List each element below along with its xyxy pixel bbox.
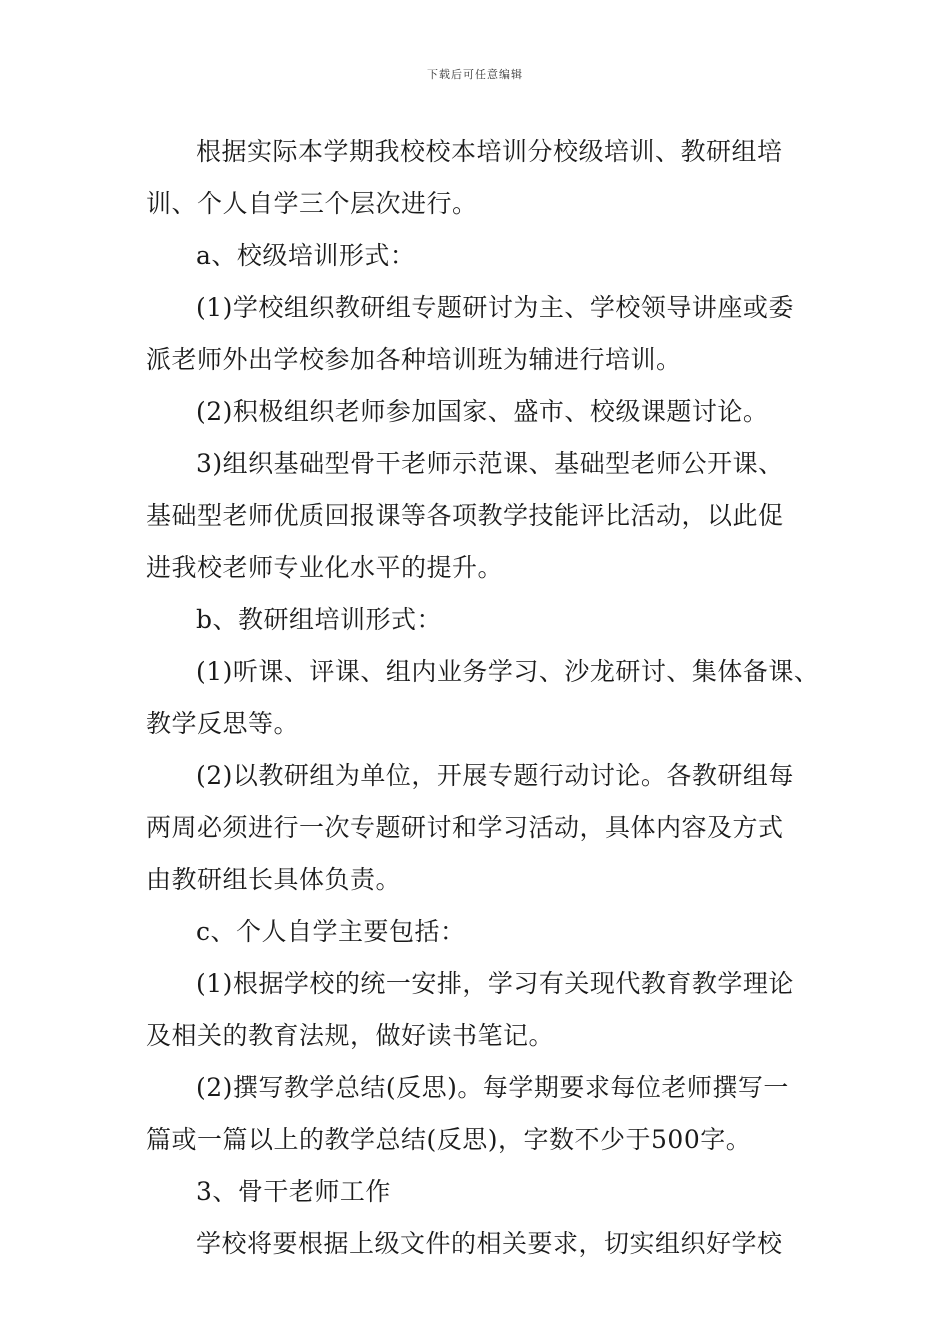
text-line: 基础型老师优质回报课等各项教学技能评比活动，以此促 — [146, 501, 784, 530]
text-line: 篇或一篇以上的教学总结(反思)，字数不少于500字。 — [146, 1125, 752, 1154]
text-line: (2)积极组织老师参加国家、盛市、校级课题讨论。 — [196, 397, 769, 426]
text-line: 根据实际本学期我校校本培训分校级培训、教研组培 — [196, 137, 783, 166]
text-line: c、个人自学主要包括： — [196, 917, 466, 946]
text-line: (1)根据学校的统一安排，学习有关现代教育教学理论 — [196, 969, 794, 998]
text-line: 进我校老师专业化水平的提升。 — [146, 553, 504, 582]
text-line: (1)学校组织教研组专题研讨为主、学校领导讲座或委 — [196, 293, 794, 322]
text-line: (2)以教研组为单位，开展专题行动讨论。各教研组每 — [196, 761, 794, 790]
text-line: (1)听课、评课、组内业务学习、沙龙研讨、集体备课、 — [196, 657, 820, 686]
text-line: 及相关的教育法规，做好读书笔记。 — [146, 1021, 555, 1050]
text-line: 教学反思等。 — [146, 709, 300, 738]
text-line: 两周必须进行一次专题研讨和学习活动，具体内容及方式 — [146, 813, 784, 842]
text-line: 由教研组长具体负责。 — [146, 865, 402, 894]
text-line: 学校将要根据上级文件的相关要求，切实组织好学校 — [196, 1229, 783, 1258]
text-line: 派老师外出学校参加各种培训班为辅进行培训。 — [146, 345, 682, 374]
text-line: b、教研组培训形式： — [196, 605, 443, 634]
text-line: (2)撰写教学总结(反思)。每学期要求每位老师撰写一 — [196, 1073, 789, 1102]
text-line: 3、骨干老师工作 — [196, 1177, 391, 1206]
text-line: a、校级培训形式： — [196, 241, 416, 270]
page-header: 下载后可任意编辑 — [427, 68, 523, 81]
text-line: 训、个人自学三个层次进行。 — [146, 189, 478, 218]
text-line: 3)组织基础型骨干老师示范课、基础型老师公开课、 — [196, 449, 784, 478]
